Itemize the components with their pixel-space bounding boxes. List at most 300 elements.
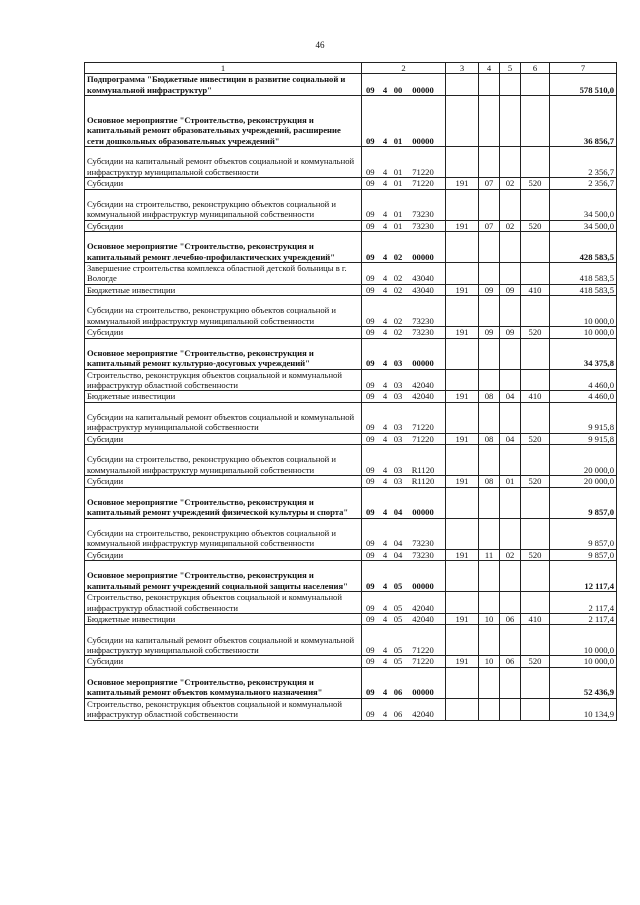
table-row [85, 698, 617, 720]
table-row [85, 369, 617, 391]
row-col5: 06 [500, 613, 521, 624]
row-col5 [500, 487, 521, 518]
code-subprogram: 4 [382, 315, 388, 326]
row-col3 [446, 147, 479, 178]
code-program: 09 [366, 178, 375, 189]
code-activity: 04 [393, 538, 403, 549]
row-col4 [479, 445, 500, 476]
row-col5: 02 [500, 178, 521, 189]
code-subprogram: 4 [382, 209, 388, 220]
table-row [85, 433, 617, 444]
code-program: 09 [366, 507, 375, 518]
row-col3 [446, 592, 479, 614]
row-col6: 520 [521, 178, 550, 189]
row-name: Субсидии [85, 178, 362, 189]
code-subprogram: 4 [382, 549, 388, 560]
code-activity: 02 [393, 273, 403, 284]
row-col6 [521, 189, 550, 220]
code-activity: 01 [393, 220, 403, 231]
code-subprogram: 4 [382, 284, 388, 295]
row-name: Субсидии [85, 656, 362, 667]
code-direction: 71220 [412, 178, 434, 189]
code-direction: 42040 [412, 391, 434, 402]
row-amount: 34 375,8 [550, 338, 617, 369]
row-col4: 09 [479, 284, 500, 295]
code-direction: 42040 [412, 380, 434, 391]
row-col5 [500, 592, 521, 614]
row-col6 [521, 74, 550, 96]
row-col3 [446, 625, 479, 656]
row-name: Основное мероприятие "Строительство, реконструкция и капитальный ремонт учреждений физической культуры и спорта" [85, 487, 362, 518]
row-amount: 578 510,0 [550, 74, 617, 96]
row-amount: 418 583,5 [550, 284, 617, 295]
row-col3 [446, 74, 479, 96]
row-col3 [446, 232, 479, 263]
row-code [362, 625, 446, 656]
row-amount: 2 117,4 [550, 592, 617, 614]
row-amount: 10 000,0 [550, 296, 617, 327]
row-amount: 20 000,0 [550, 445, 617, 476]
row-col3: 191 [446, 613, 479, 624]
code-activity: 02 [393, 251, 403, 262]
row-col6: 520 [521, 433, 550, 444]
row-code [362, 74, 446, 96]
row-col6 [521, 625, 550, 656]
row-code [362, 296, 446, 327]
row-code [362, 178, 446, 189]
header-cell: 5 [500, 63, 521, 74]
row-amount: 2 356,7 [550, 178, 617, 189]
code-program: 09 [366, 549, 375, 560]
code-program: 09 [366, 135, 375, 146]
row-col6 [521, 698, 550, 720]
code-program: 09 [366, 476, 375, 487]
row-col6: 410 [521, 284, 550, 295]
code-subprogram: 4 [382, 327, 388, 338]
row-col3 [446, 561, 479, 592]
code-activity: 06 [393, 687, 403, 698]
row-col3 [446, 445, 479, 476]
table-row [85, 518, 617, 549]
row-col5 [500, 518, 521, 549]
table-row [85, 263, 617, 285]
row-col3 [446, 518, 479, 549]
row-col5 [500, 232, 521, 263]
table-row [85, 561, 617, 592]
row-col4: 07 [479, 220, 500, 231]
code-program: 09 [366, 358, 375, 369]
row-name: Субсидии на строительство, реконструкцию объектов социальной и коммунальной инфраструктур муниципальной собственности [85, 189, 362, 220]
table-row [85, 220, 617, 231]
table-row [85, 189, 617, 220]
code-program: 09 [366, 209, 375, 220]
row-col3 [446, 263, 479, 285]
row-col4 [479, 561, 500, 592]
row-code [362, 667, 446, 698]
code-activity: 06 [393, 709, 403, 720]
row-name: Бюджетные инвестиции [85, 391, 362, 402]
row-col5 [500, 96, 521, 147]
row-col6 [521, 518, 550, 549]
row-amount: 10 000,0 [550, 327, 617, 338]
row-col5 [500, 147, 521, 178]
code-subprogram: 4 [382, 220, 388, 231]
table-row [85, 296, 617, 327]
code-activity: 04 [393, 549, 403, 560]
row-col4 [479, 625, 500, 656]
row-col5: 06 [500, 656, 521, 667]
row-name: Субсидии на строительство, реконструкцию объектов социальной и коммунальной инфраструктур муниципальной собственности [85, 296, 362, 327]
row-col3 [446, 667, 479, 698]
row-amount: 4 460,0 [550, 391, 617, 402]
row-col6 [521, 667, 550, 698]
code-direction: 43040 [412, 284, 434, 295]
row-col4: 08 [479, 433, 500, 444]
header-cell: 4 [479, 63, 500, 74]
code-program: 09 [366, 251, 375, 262]
row-col3 [446, 698, 479, 720]
code-subprogram: 4 [382, 380, 388, 391]
code-activity: 05 [393, 602, 403, 613]
row-col5 [500, 189, 521, 220]
table-row [85, 232, 617, 263]
code-direction: 00000 [412, 251, 434, 262]
code-activity: 03 [393, 380, 403, 391]
code-activity: 05 [393, 613, 403, 624]
row-col3 [446, 369, 479, 391]
row-col6 [521, 96, 550, 147]
row-amount: 9 857,0 [550, 487, 617, 518]
row-code [362, 549, 446, 560]
code-activity: 04 [393, 507, 403, 518]
row-code [362, 232, 446, 263]
row-col6: 410 [521, 613, 550, 624]
row-col4: 11 [479, 549, 500, 560]
row-col4 [479, 189, 500, 220]
code-subprogram: 4 [382, 166, 388, 177]
row-name: Субсидии на строительство, реконструкцию объектов социальной и коммунальной инфраструктур муниципальной собственности [85, 518, 362, 549]
code-activity: 03 [393, 476, 403, 487]
code-direction: 00000 [412, 84, 434, 95]
code-direction: 00000 [412, 135, 434, 146]
row-name: Субсидии [85, 327, 362, 338]
code-program: 09 [366, 380, 375, 391]
code-activity: 03 [393, 433, 403, 444]
row-amount: 36 856,7 [550, 96, 617, 147]
row-col3: 191 [446, 178, 479, 189]
code-program: 09 [366, 220, 375, 231]
row-amount: 34 500,0 [550, 189, 617, 220]
row-col6: 520 [521, 549, 550, 560]
row-code [362, 592, 446, 614]
row-col3: 191 [446, 220, 479, 231]
row-col5 [500, 698, 521, 720]
row-amount: 9 915,8 [550, 433, 617, 444]
code-subprogram: 4 [382, 358, 388, 369]
table-row [85, 487, 617, 518]
row-col4 [479, 402, 500, 433]
row-col6 [521, 338, 550, 369]
row-code [362, 284, 446, 295]
row-col5: 04 [500, 391, 521, 402]
row-name: Субсидии [85, 433, 362, 444]
code-activity: 01 [393, 135, 403, 146]
code-activity: 02 [393, 284, 403, 295]
table-row [85, 613, 617, 624]
code-subprogram: 4 [382, 433, 388, 444]
row-col6: 520 [521, 327, 550, 338]
row-col5 [500, 667, 521, 698]
row-col5: 02 [500, 220, 521, 231]
code-program: 09 [366, 687, 375, 698]
table-row [85, 391, 617, 402]
header-cell: 7 [550, 63, 617, 74]
code-subprogram: 4 [382, 507, 388, 518]
row-code [362, 613, 446, 624]
code-direction: 73230 [412, 315, 434, 326]
row-name: Основное мероприятие "Строительство, реконструкция и капитальный ремонт объектов коммунального назначения" [85, 667, 362, 698]
row-name: Субсидии на строительство, реконструкцию объектов социальной и коммунальной инфраструктур муниципальной собственности [85, 445, 362, 476]
table-row [85, 656, 617, 667]
row-code [362, 433, 446, 444]
row-col5 [500, 625, 521, 656]
code-subprogram: 4 [382, 135, 388, 146]
code-program: 09 [366, 538, 375, 549]
row-col3 [446, 487, 479, 518]
row-col5 [500, 402, 521, 433]
code-direction: 71220 [412, 433, 434, 444]
row-col4 [479, 338, 500, 369]
row-col3: 191 [446, 327, 479, 338]
table-row [85, 327, 617, 338]
row-name: Завершение строительства комплекса областной детской больницы в г. Вологде [85, 263, 362, 285]
row-col4: 10 [479, 613, 500, 624]
row-col4 [479, 232, 500, 263]
code-program: 09 [366, 656, 375, 667]
budget-table [84, 62, 617, 721]
code-activity: 05 [393, 656, 403, 667]
row-code [362, 338, 446, 369]
row-name: Субсидии [85, 549, 362, 560]
code-subprogram: 4 [382, 580, 388, 591]
code-subprogram: 4 [382, 644, 388, 655]
row-name: Основное мероприятие "Строительство, реконструкция и капитальный ремонт лечебно-профилактических учреждений" [85, 232, 362, 263]
code-activity: 05 [393, 580, 403, 591]
row-code [362, 391, 446, 402]
row-amount: 9 915,8 [550, 402, 617, 433]
code-activity: 05 [393, 644, 403, 655]
row-name: Бюджетные инвестиции [85, 284, 362, 295]
table-row [85, 402, 617, 433]
row-code [362, 369, 446, 391]
row-name: Субсидии [85, 476, 362, 487]
row-col3: 191 [446, 284, 479, 295]
table-row [85, 74, 617, 96]
code-activity: 00 [393, 84, 403, 95]
code-direction: 00000 [412, 358, 434, 369]
row-name: Основное мероприятие "Строительство, реконструкция и капитальный ремонт культурно-досуговых учреждений" [85, 338, 362, 369]
row-code [362, 445, 446, 476]
code-subprogram: 4 [382, 709, 388, 720]
row-col4 [479, 296, 500, 327]
code-direction: 00000 [412, 507, 434, 518]
code-program: 09 [366, 602, 375, 613]
code-subprogram: 4 [382, 476, 388, 487]
row-code [362, 518, 446, 549]
row-col4 [479, 74, 500, 96]
code-direction: 73230 [412, 220, 434, 231]
row-code [362, 402, 446, 433]
row-col4: 08 [479, 476, 500, 487]
code-program: 09 [366, 84, 375, 95]
row-col4: 09 [479, 327, 500, 338]
table-row [85, 667, 617, 698]
header-row [85, 63, 617, 74]
row-col3 [446, 296, 479, 327]
row-col6 [521, 147, 550, 178]
code-program: 09 [366, 613, 375, 624]
row-col5: 01 [500, 476, 521, 487]
code-direction: 71220 [412, 644, 434, 655]
code-subprogram: 4 [382, 84, 388, 95]
row-col6: 410 [521, 391, 550, 402]
table-row [85, 96, 617, 147]
table-row [85, 178, 617, 189]
code-direction: 42040 [412, 602, 434, 613]
code-activity: 01 [393, 166, 403, 177]
row-code [362, 263, 446, 285]
code-program: 09 [366, 433, 375, 444]
table-row [85, 549, 617, 560]
row-code [362, 189, 446, 220]
code-subprogram: 4 [382, 422, 388, 433]
row-amount: 2 117,4 [550, 613, 617, 624]
row-col5: 04 [500, 433, 521, 444]
row-amount: 10 134,9 [550, 698, 617, 720]
row-col4 [479, 369, 500, 391]
row-col6 [521, 296, 550, 327]
row-col5 [500, 369, 521, 391]
table-row [85, 476, 617, 487]
row-col4: 10 [479, 656, 500, 667]
row-col5 [500, 561, 521, 592]
row-col4 [479, 147, 500, 178]
table-row [85, 147, 617, 178]
row-col6 [521, 263, 550, 285]
code-program: 09 [366, 391, 375, 402]
row-amount: 12 117,4 [550, 561, 617, 592]
row-col4: 07 [479, 178, 500, 189]
row-col5: 02 [500, 549, 521, 560]
row-code [362, 698, 446, 720]
row-amount: 52 436,9 [550, 667, 617, 698]
row-col6 [521, 369, 550, 391]
code-direction: 73230 [412, 549, 434, 560]
table-row [85, 445, 617, 476]
row-col6 [521, 592, 550, 614]
row-amount: 428 583,5 [550, 232, 617, 263]
row-name: Бюджетные инвестиции [85, 613, 362, 624]
code-subprogram: 4 [382, 602, 388, 613]
table-row [85, 284, 617, 295]
row-code [362, 220, 446, 231]
row-amount: 9 857,0 [550, 518, 617, 549]
row-col3 [446, 189, 479, 220]
row-col4 [479, 96, 500, 147]
code-subprogram: 4 [382, 538, 388, 549]
row-col3 [446, 402, 479, 433]
row-col4 [479, 487, 500, 518]
header-cell: 2 [362, 63, 446, 74]
row-col4 [479, 518, 500, 549]
code-activity: 03 [393, 391, 403, 402]
row-code [362, 656, 446, 667]
code-program: 09 [366, 709, 375, 720]
row-col6 [521, 445, 550, 476]
row-col4 [479, 592, 500, 614]
header-cell: 1 [85, 63, 362, 74]
table-row [85, 625, 617, 656]
row-col5 [500, 296, 521, 327]
row-col4 [479, 698, 500, 720]
row-col5: 09 [500, 284, 521, 295]
row-col3 [446, 338, 479, 369]
code-program: 09 [366, 166, 375, 177]
code-direction: 42040 [412, 709, 434, 720]
row-col5 [500, 74, 521, 96]
code-program: 09 [366, 273, 375, 284]
table-row [85, 592, 617, 614]
code-direction: R1120 [411, 476, 435, 487]
code-subprogram: 4 [382, 656, 388, 667]
row-amount: 10 000,0 [550, 656, 617, 667]
code-direction: 43040 [412, 273, 434, 284]
code-activity: 03 [393, 422, 403, 433]
code-activity: 02 [393, 315, 403, 326]
code-direction: 73230 [412, 209, 434, 220]
row-name: Строительство, реконструкция объектов социальной и коммунальной инфраструктур областной собственности [85, 698, 362, 720]
code-subprogram: 4 [382, 613, 388, 624]
row-name: Субсидии [85, 220, 362, 231]
row-col6 [521, 232, 550, 263]
code-subprogram: 4 [382, 687, 388, 698]
code-direction: 71220 [412, 166, 434, 177]
row-name: Строительство, реконструкция объектов социальной и коммунальной инфраструктур областной собственности [85, 592, 362, 614]
code-activity: 03 [393, 464, 403, 475]
row-code [362, 96, 446, 147]
row-name: Субсидии на капитальный ремонт объектов социальной и коммунальной инфраструктур муниципальной собственности [85, 402, 362, 433]
row-code [362, 561, 446, 592]
code-activity: 01 [393, 209, 403, 220]
page-number: 46 [315, 40, 325, 50]
row-col3 [446, 96, 479, 147]
row-col3: 191 [446, 433, 479, 444]
row-col6 [521, 561, 550, 592]
header-cell: 6 [521, 63, 550, 74]
code-activity: 02 [393, 327, 403, 338]
code-direction: R1120 [411, 464, 435, 475]
row-col6: 520 [521, 476, 550, 487]
row-amount: 9 857,0 [550, 549, 617, 560]
row-col6: 520 [521, 656, 550, 667]
code-program: 09 [366, 284, 375, 295]
code-program: 09 [366, 315, 375, 326]
row-col5 [500, 263, 521, 285]
row-col3: 191 [446, 656, 479, 667]
code-direction: 00000 [412, 580, 434, 591]
row-amount: 4 460,0 [550, 369, 617, 391]
row-col5: 09 [500, 327, 521, 338]
